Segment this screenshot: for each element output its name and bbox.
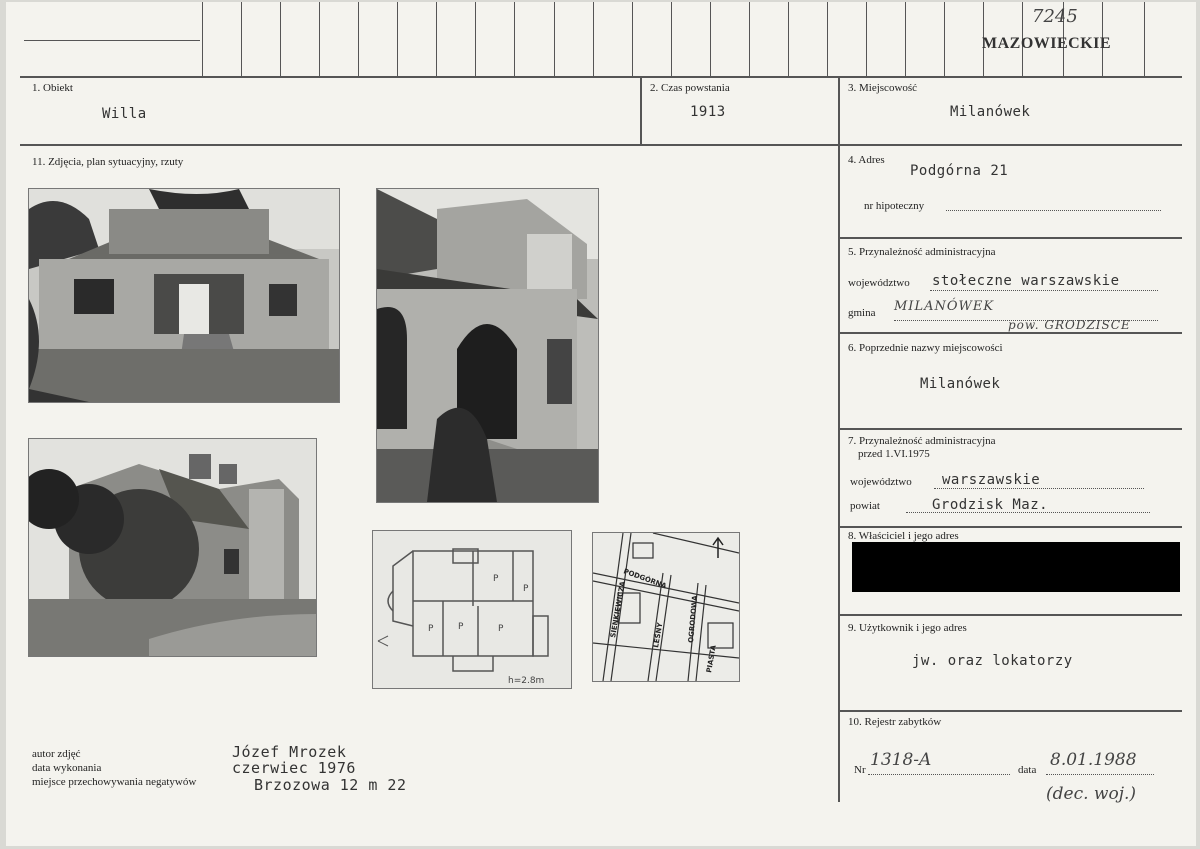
map-street-lesny: LEŚNY — [652, 622, 665, 649]
voivodeship-line — [930, 290, 1158, 291]
header-column-divider — [671, 2, 672, 76]
date-value: 1913 — [690, 104, 726, 120]
header-column-divider — [358, 2, 359, 76]
negatives-label: miejsce przechowywania negatywów — [32, 776, 197, 788]
address-label: 4. Adres — [848, 154, 885, 166]
header-bottom-line — [20, 76, 1182, 78]
plan-room-mark-2: P — [523, 584, 529, 594]
gmina-note: pow. GRODZISCE — [1008, 318, 1131, 332]
prev-names-value: Milanówek — [920, 376, 1001, 392]
region-label: MAZOWIECKIE — [982, 35, 1112, 52]
capture-date-value: czerwiec 1976 — [232, 759, 356, 777]
situation-map — [592, 532, 740, 682]
object-label: 1. Obiekt — [32, 82, 73, 94]
map-street-sienkiewicza: SIENKIEWICZA — [609, 580, 627, 639]
place-value: Milanówek — [950, 104, 1031, 120]
mortgage-value-line — [946, 210, 1161, 211]
address-value: Podgórna 21 — [910, 163, 1009, 179]
gmina-value: MILANÓWEK — [894, 299, 995, 314]
photos-label: 11. Zdjęcia, plan sytuacyjny, rzuty — [32, 156, 184, 168]
object-value: Willa — [102, 106, 147, 122]
map-street-podgorna: PODGÓRNA — [622, 567, 668, 591]
place-label: 3. Miejscowość — [848, 82, 918, 94]
map-street-ogrodowa: OGRODOWA — [687, 595, 700, 644]
header-column-divider — [280, 2, 281, 76]
header-column-divider — [436, 2, 437, 76]
prev-names-label: 6. Poprzednie nazwy miejscowości — [848, 342, 1003, 354]
plan-room-mark-1: P — [493, 574, 499, 584]
date-label: 2. Czas powstania — [650, 82, 730, 94]
county-value: Grodzisk Maz. — [932, 497, 1049, 513]
section4-bottom-line — [840, 237, 1182, 239]
header-column-divider — [1144, 2, 1145, 76]
mortgage-label: nr hipoteczny — [864, 200, 925, 212]
header-underline-left — [24, 40, 200, 41]
villa-corner-photo — [376, 188, 599, 503]
negatives-value: Brzozowa 12 m 22 — [254, 776, 407, 794]
county-label: powiat — [850, 500, 880, 512]
register-date-label: data — [1018, 764, 1037, 776]
record-card — [6, 2, 1196, 846]
section7-bottom-line — [840, 526, 1182, 528]
voivodeship-value: stołeczne warszawskie — [932, 273, 1120, 289]
header-column-divider — [475, 2, 476, 76]
user-label: 9. Użytkownik i jego adres — [848, 622, 967, 634]
header-column-divider — [749, 2, 750, 76]
header-column-divider — [788, 2, 789, 76]
plan-scale: h=2.8m — [508, 676, 545, 686]
header-column-divider — [632, 2, 633, 76]
divider-v2 — [838, 77, 840, 802]
villa-front-photo — [28, 188, 340, 403]
gmina-label: gmina — [848, 307, 876, 319]
voivodeship-label: województwo — [848, 277, 910, 289]
villa-side-photo — [28, 438, 317, 657]
section9-bottom-line — [840, 710, 1182, 712]
register-label: 10. Rejestr zabytków — [848, 716, 942, 728]
divider-v1 — [640, 77, 642, 144]
author-value: Józef Mrozek — [232, 743, 347, 761]
header-column-divider — [905, 2, 906, 76]
header-column-divider — [554, 2, 555, 76]
floor-plan — [372, 530, 572, 689]
header-column-divider — [319, 2, 320, 76]
owner-redaction — [852, 542, 1180, 592]
capture-date-label: data wykonania — [32, 762, 102, 774]
section5-bottom-line — [840, 332, 1182, 334]
admin-label: 5. Przynależność administracyjna — [848, 246, 996, 258]
header-column-divider — [827, 2, 828, 76]
header-column-divider — [866, 2, 867, 76]
header-column-divider — [944, 2, 945, 76]
card-number: 7245 — [1032, 6, 1078, 27]
header-column-divider — [710, 2, 711, 76]
row1-bottom-line — [20, 144, 1182, 146]
voivodeship2-line — [934, 488, 1144, 489]
section8-bottom-line — [840, 614, 1182, 616]
plan-room-mark-5: P — [498, 624, 504, 634]
voivodeship2-label: województwo — [850, 476, 912, 488]
voivodeship2-value: warszawskie — [942, 472, 1041, 488]
register-note: (dec. woj.) — [1046, 784, 1136, 804]
header-column-divider — [593, 2, 594, 76]
register-nr-label: Nr — [854, 764, 866, 776]
register-date-line — [1046, 774, 1154, 775]
county-line — [906, 512, 1150, 513]
header-column-divider — [397, 2, 398, 76]
register-nr-value: 1318-A — [870, 750, 932, 770]
register-nr-line — [868, 774, 1010, 775]
plan-room-mark-4: P — [458, 622, 464, 632]
header-column-divider — [202, 2, 203, 76]
admin-before-label: 7. Przynależność administracyjna — [848, 435, 996, 447]
register-date-value: 8.01.1988 — [1050, 750, 1137, 770]
header-column-divider — [241, 2, 242, 76]
author-label: autor zdjęć — [32, 748, 81, 760]
section6-bottom-line — [840, 428, 1182, 430]
plan-room-mark-3: P — [428, 624, 434, 634]
user-value: jw. oraz lokatorzy — [912, 653, 1073, 669]
header-column-divider — [514, 2, 515, 76]
map-street-piasta: PIASTA — [705, 644, 718, 674]
owner-label: 8. Właściciel i jego adres — [848, 530, 959, 542]
admin-before-sub: przed 1.VI.1975 — [858, 448, 930, 460]
